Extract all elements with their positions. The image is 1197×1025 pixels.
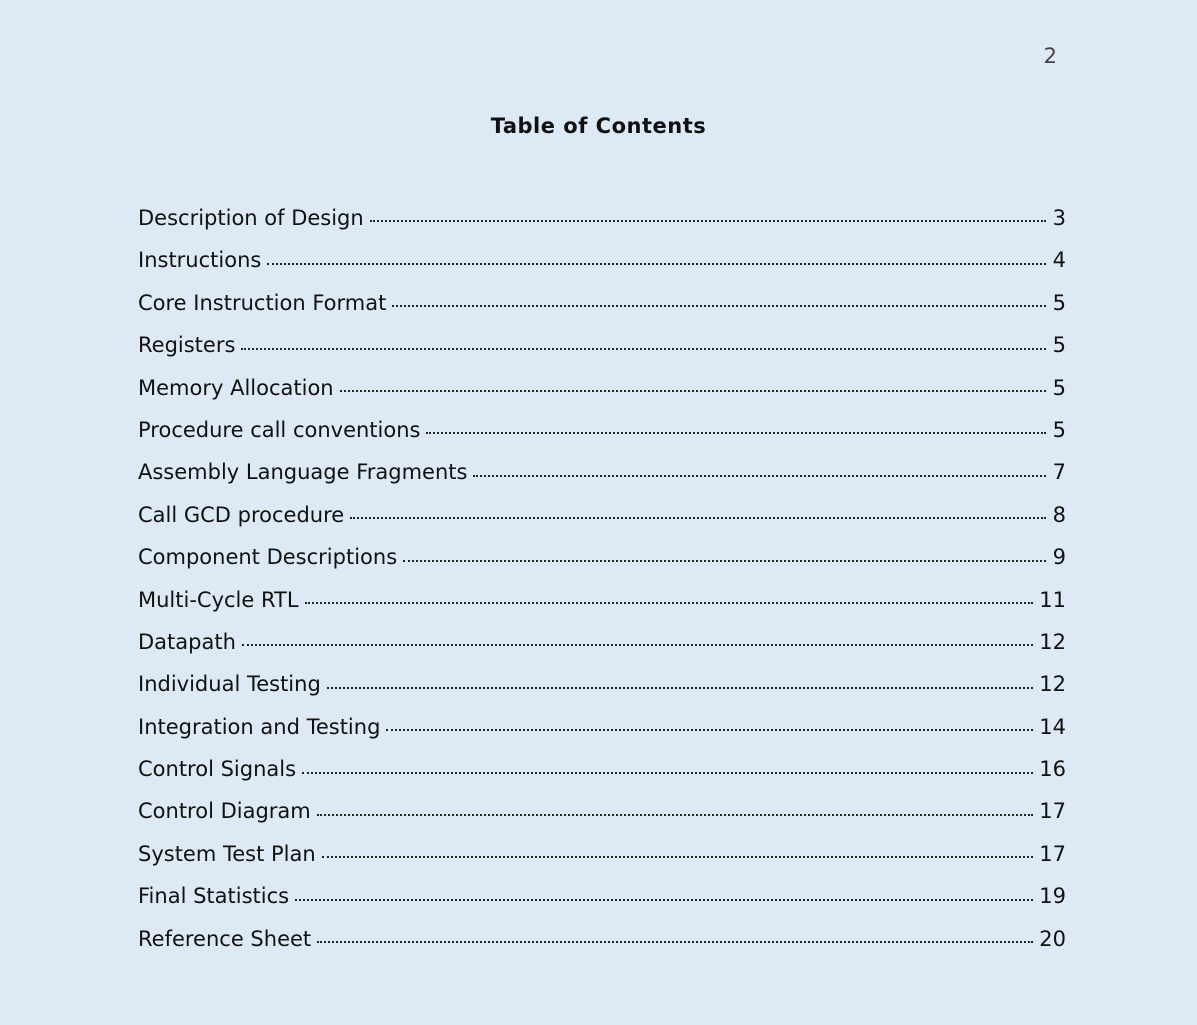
toc-entry-page: 16 [1039, 757, 1066, 782]
toc-entry[interactable] [138, 628, 1066, 670]
toc-entry-label: Memory Allocation [138, 375, 334, 400]
page-number: 2 [1043, 44, 1057, 68]
toc-dot-leader [473, 458, 1046, 479]
toc-entry[interactable] [138, 289, 1066, 331]
toc-entry-label: System Test Plan [138, 841, 316, 866]
toc-dot-leader [305, 586, 1034, 607]
toc-dot-leader [426, 416, 1046, 437]
toc-entry-page: 5 [1052, 333, 1066, 358]
toc-entry[interactable] [138, 713, 1066, 755]
toc-entry-label: Instructions [138, 248, 262, 273]
toc-dot-leader [350, 501, 1046, 522]
toc-entry-label: Component Descriptions [138, 545, 398, 570]
toc-entry-page: 12 [1039, 672, 1066, 697]
toc-entry-label: Registers [138, 333, 236, 358]
toc-dot-leader [267, 246, 1046, 267]
toc-entry[interactable] [138, 586, 1066, 628]
toc-dot-leader [386, 713, 1033, 734]
toc-dot-leader [317, 797, 1034, 818]
toc-entry[interactable] [138, 501, 1066, 543]
toc-entry-label: Procedure call conventions [138, 417, 421, 442]
toc-dot-leader [340, 374, 1046, 395]
toc-entry[interactable] [138, 331, 1066, 373]
toc-dot-leader [317, 925, 1033, 946]
toc-entry-page: 19 [1039, 884, 1066, 909]
toc-entry-page: 5 [1052, 417, 1066, 442]
toc-dot-leader [370, 204, 1046, 225]
toc-entry[interactable] [138, 374, 1066, 416]
toc-entry[interactable] [138, 543, 1066, 585]
toc-entry-label: Assembly Language Fragments [138, 460, 468, 485]
toc-dot-leader [241, 331, 1046, 352]
toc-entry[interactable] [138, 840, 1066, 882]
toc-dot-leader [295, 882, 1033, 903]
toc-entry-label: Multi-Cycle RTL [138, 587, 299, 612]
toc-entry-page: 14 [1039, 714, 1066, 739]
toc-dot-leader [302, 755, 1033, 776]
toc-entry-page: 4 [1052, 248, 1066, 273]
toc-dot-leader [403, 543, 1046, 564]
toc-dot-leader [322, 840, 1034, 861]
toc-entry-page: 8 [1052, 502, 1066, 527]
toc-entry[interactable] [138, 204, 1066, 246]
toc-entry-label: Individual Testing [138, 672, 321, 697]
page-title: Table of Contents [490, 114, 707, 138]
toc-entry[interactable] [138, 246, 1066, 288]
toc-entry-label: Datapath [138, 629, 236, 654]
toc-dot-leader [327, 670, 1033, 691]
toc-entry-page: 5 [1052, 290, 1066, 315]
toc-entry-label: Final Statistics [138, 884, 290, 909]
toc-entry-page: 3 [1052, 206, 1066, 230]
toc-entry[interactable] [138, 755, 1066, 797]
toc-entry[interactable] [138, 797, 1066, 839]
toc-entry[interactable] [138, 925, 1066, 967]
toc-entry-page: 20 [1039, 926, 1066, 951]
toc-entry-page: 9 [1052, 545, 1066, 570]
toc-entry-page: 17 [1039, 841, 1066, 866]
toc-list [138, 204, 1066, 967]
toc-entry[interactable] [138, 882, 1066, 924]
toc-entry-label: Reference Sheet [138, 926, 312, 951]
toc-entry-label: Control Diagram [138, 799, 311, 824]
toc-dot-leader [392, 289, 1046, 310]
toc-entry[interactable] [138, 670, 1066, 712]
toc-entry-label: Core Instruction Format [138, 290, 387, 315]
toc-entry-page: 5 [1052, 375, 1066, 400]
toc-entry-page: 12 [1039, 629, 1066, 654]
toc-entry-page: 11 [1039, 587, 1066, 612]
toc-entry[interactable] [138, 458, 1066, 500]
toc-entry-page: 17 [1039, 799, 1066, 824]
toc-entry-page: 7 [1052, 460, 1066, 485]
toc-entry-label: Control Signals [138, 757, 297, 782]
toc-entry-label: Call GCD procedure [138, 502, 345, 527]
toc-dot-leader [242, 628, 1033, 649]
toc-entry-label: Integration and Testing [138, 714, 381, 739]
toc-entry[interactable] [138, 416, 1066, 458]
toc-entry-label: Description of Design [138, 206, 364, 230]
